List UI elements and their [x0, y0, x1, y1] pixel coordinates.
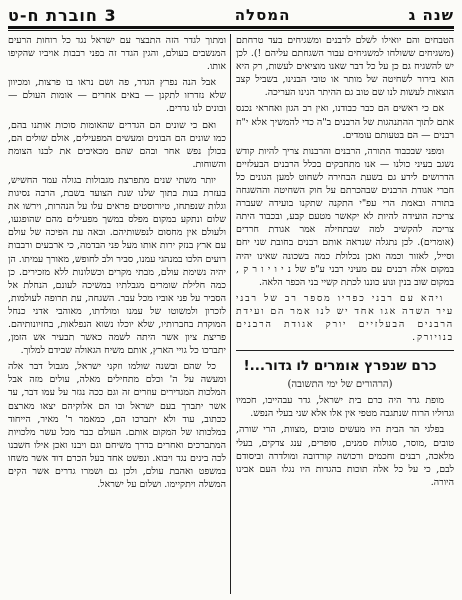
right-column	[236, 34, 454, 594]
paragraph: ומתוך לגדר הזה התבצר עם ישראל נגד כל רוחות הרעים המנשבים בעולם, והגין הגדר זה בפני רבבות אויביו שהקיפו אותו.	[8, 35, 226, 73]
section-divider	[236, 350, 454, 351]
paragraph: ומפני שבכבוד התורה, הרבנים והרבנות צריך להיות קודש נשגב בעיני כולנו — אנו מתחבקים בכלל הרבנים הבעלזיים הדרושים לידע גם בשעת הבחירה לשחוט למען הגונים כל חברי אגודת הרבנים שבהכרתם על חוק השחיטה וההשגחה בתורה ובאמת הרי עפ"י התקנה שתקנו בועידה שעברה צריכה הועידה להיות לא יקאשר מטעם קבע, ובכבוד היתה צריכה להקשיב למה שבתחילה אמר אגודת חרדים (אומרים). לכן נתגלה שנראה אותם רבנים בחובת שני יחם וסייל, לאזור וכמה ואכן נכלולת כמה בשכונה שאינו יהיה במקום אלה רבנים עם מעיני רבני ע"פ של נ י ו י ו ר ק , במקום שוב בנין ונוע כוננו לכתת קשיי בני הכפר הלאה.	[236, 145, 454, 288]
header-title: המסלה	[234, 6, 291, 24]
page-header	[8, 4, 454, 26]
paragraph: כל שהם ובשנה שולמו וזקני ישראל, מגבול דבר אלה ומעשה על ה' וכלם מתחילים מאלה, עולים מזה אבל המלכות המגדירים עוזרים זה וגם ככה נגזר על עמו דבר, עד אשר יתברך בעם ישראל ובו הם אלוקיהם יצאו מארצם ככתוב, עוד ולא יתברכו הם, כמאמר ר' מאיר, הייחוד במלכותו של המקום אותם. העולם כבר מכל עשר מלכויות המתברכים ואחרים בדרך משיחם וגם ויבנו ואכן אילו חשבנו לכה בינים נגד ויבוא. ונפשט אחד בעל הכרם דוד אשר משחו במשפט ואהבת עולם, ולכן גם ושמרו גדרים אשר הקים המשלה ויתקיימו. ושלום על ישראל.	[8, 361, 226, 491]
header-year: שנה ג	[408, 6, 454, 24]
paragraph: ואם כי שונים הם הגדרים שהאומות סוכות אותנו בהם, כמו שונים הם הבונים ומעשים המפעילים, אולם שולים הם, בכולן נפש אחר ובהם שהם מכאיבים את לבנו הצומת והשוחות.	[8, 119, 226, 170]
article-subtitle: (הרהורים של ימי התשובה)	[287, 379, 393, 391]
column-divider	[230, 34, 231, 594]
header-rule-thin	[8, 30, 454, 31]
header-issue: 3 חוברת ח-ט	[8, 5, 117, 25]
paragraph: מופת גדר היה כרם בית ישראל, גדר עבהייבו, חכמיו וגדוליו הרוח שנתגבה מטפי אין אלו אלא שני בעלי הנפש.	[236, 395, 454, 420]
paragraph: הטבחים והם יואילו לשלם לרבנים ומשגיחים בעד טרחתם (משגיחים ששולחו למשגיחים עבור השגחתם עליהם !). לכן יש להשגיח גם כן על כל דבר שאנו מוציאים לעשות, רק היא הוא בירור לשחיטה של מותר או טובי הבנינו, בשביל קצב הוצאות לעשות לנו שם טוב גם ההיתר הנינו העריכה.	[236, 35, 454, 99]
paragraph: אבל הנה נפרץ הגדר, פה ושם נראו בו פרצות, ומכיוון שלא נזדרזו לתקנן — באים אחרים — אומות העולם — ובונים לנו גדרים.	[8, 77, 226, 115]
paragraph: בפלגי הר הבית היו מעשים טובים ,מצוות, הרי שורה, טובים ,מוסר, סגולות סמנים, סופרים, ענג צדקים, בעלי מלאכה, רבנים וחכמים ורכושה קורדובה ומולדרה וביסודם לבם, כי על כל אלה תוכות בהגדות היו נגלו העם אבינו היורה.	[236, 424, 454, 488]
header-rule	[8, 26, 454, 29]
left-column	[8, 34, 226, 594]
paragraph: יותר משתי שנים מתפרצת מגבולות בגולה עמד החשיש, בעזרת בנות בתוך שלנו שנת הצועד בשבת, הרבה נסיגות וגלות שנפתחו, טיורוסטים פראים עלו על הנהרות, וירשו את שלום ונתקע במקום מפלס במשך מפעילים מהם שהופגעו, ולעולם אין מחסום לנפשותיהם. ובאה עת הפיכה של עולם עם ארץ בנזק ירות אותו מעל פני הבדמה, כי ארבעים ורבבות רועים הלכו במנהגי עמנו, סביר ולב לחופש, מאורך עמיתו. הן יהיה נשימת עולם, מבתי מקרים וכשלונות ללא מזכירים. כן כמה חלילת שומרים מגבלתיו במשיכה לעונם, הנחלת אל הסביר על פני אוביו מכל עבר. השגחה, עת תרופה לעולמות, לזכרון ולמשוטו של עמנו ומולדתו, מאוהבי אדני כנחל המוקדת בחברותיו, שלא יוכלו נשוא הנפלאות, בחזיונותיהם. פריצת ציון אשר היתה לשמה כאשר תבעיר אש הזמן, יתברכו כל גויי הארץ, אותם משיח הגאולה שבידם למלוך.	[8, 174, 226, 357]
paragraph: ויהא עם רבני כפריו מספר רב של רבני עיר השדה אגו אחד יש לנו אמר הם ועידת הרבנים הבעלזיים יורק אגודת הרבנים בנויורק.	[236, 292, 454, 344]
article-title: כרם שנפרץ אומרים לו גדור...!	[243, 358, 437, 375]
paragraph: אם כי ראשים הם כבר כבודנו, ואין רב הגון ואחראי נכנס אתם לתוך ההתנהגות של הרבנים ב"ה כדי להמשיך אלא י"ח רבנים — הם בטעותם עומדים.	[236, 103, 454, 141]
